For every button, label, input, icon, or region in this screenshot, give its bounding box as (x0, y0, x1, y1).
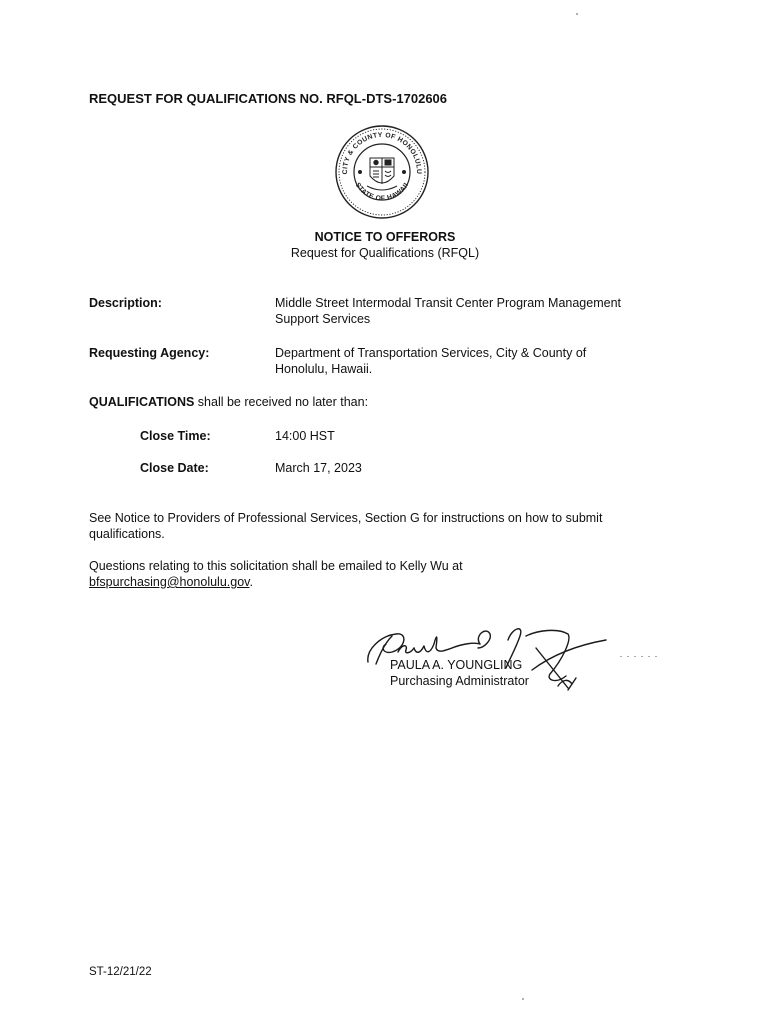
notice-subheading: Request for Qualifications (RFQL) (290, 246, 480, 260)
questions-line1: Questions relating to this solicitation shall be emailed to Kelly Wu at (89, 559, 463, 573)
deadline-intro (89, 394, 368, 410)
email-suffix: . (249, 575, 253, 589)
scan-speck (522, 998, 524, 1000)
city-county-of-honolulu-seal (334, 124, 430, 220)
questions-email-line (89, 574, 253, 590)
notice-heading: NOTICE TO OFFERORS (314, 230, 456, 244)
deadline-intro-rest: shall be received no later than: (194, 395, 369, 409)
scan-speck (620, 656, 660, 657)
description-value-line2: Support Services (275, 312, 371, 326)
instructions-line2: qualifications. (89, 527, 165, 541)
document-title: REQUEST FOR QUALIFICATIONS NO. RFQL-DTS-1702606 (89, 91, 448, 106)
close-time-label: Close Time: (140, 429, 211, 443)
description-label: Description: (89, 296, 162, 310)
contact-email-link[interactable]: bfspurchasing@honolulu.gov (89, 575, 250, 589)
agency-value-line1: Department of Transportation Services, City & County of (275, 346, 587, 360)
agency-label: Requesting Agency: (89, 346, 210, 360)
deadline-intro-bold: QUALIFICATIONS (89, 395, 195, 409)
svg-text:CITY & COUNTY OF HONOLULU: CITY & COUNTY OF HONOLULU (341, 131, 423, 175)
close-time-value: 14:00 HST (275, 429, 335, 443)
scan-speck (576, 13, 578, 15)
close-date-label: Close Date: (140, 461, 209, 475)
signatory-name: PAULA A. YOUNGLING (390, 658, 523, 672)
signatory-title: Purchasing Administrator (390, 674, 529, 688)
svg-text:STATE OF HAWAII: STATE OF HAWAII (353, 181, 411, 203)
close-date-value: March 17, 2023 (275, 461, 362, 475)
instructions-line1: See Notice to Providers of Professional Services, Section G for instructions on how to submit (89, 511, 603, 525)
form-code: ST-12/21/22 (89, 966, 152, 978)
description-value-line1: Middle Street Intermodal Transit Center Program Management (275, 296, 621, 310)
agency-value-line2: Honolulu, Hawaii. (275, 362, 373, 376)
